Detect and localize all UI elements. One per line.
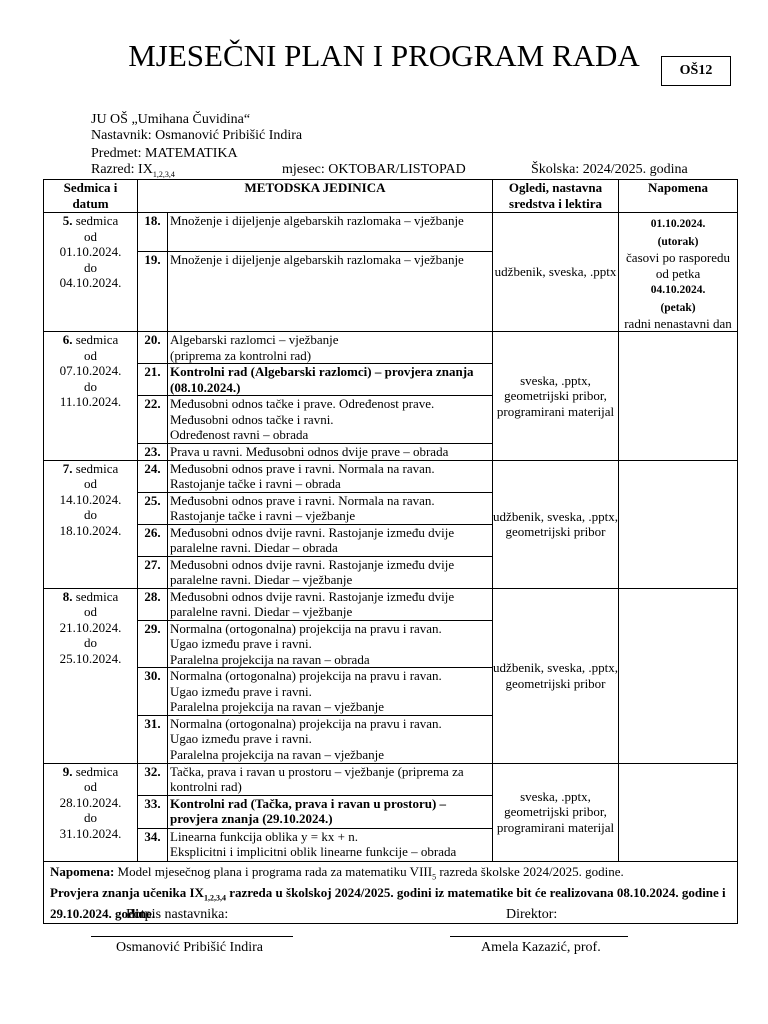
lesson-unit-line: Međusobni odnos tačke i prave. Određenost prave. bbox=[170, 396, 435, 411]
school-name: JU OŠ „Umihana Čuvidina“ bbox=[91, 112, 251, 127]
header-week: Sedmica i datum bbox=[44, 180, 138, 213]
lesson-unit-line: Međusobni odnos prave i ravni. Normala na ravan. bbox=[170, 492, 435, 508]
table-row bbox=[44, 460, 738, 492]
header-aids: Ogledi, nastavna sredstva i lektira bbox=[493, 180, 619, 213]
lesson-number: 22. bbox=[138, 396, 168, 444]
school-year: Školska: 2024/2025. godina bbox=[531, 162, 688, 177]
lesson-number: 29. bbox=[138, 620, 168, 668]
note-cell bbox=[619, 588, 738, 763]
lesson-unit bbox=[168, 556, 493, 588]
week-cell: 8. sedmica od 21.10.2024. do 25.10.2024. bbox=[44, 588, 138, 763]
lesson-unit-line: Paralelna projekcija na ravan – vježbanje bbox=[170, 746, 385, 762]
lesson-unit bbox=[168, 492, 493, 524]
lesson-unit bbox=[168, 396, 493, 444]
table-row bbox=[44, 763, 738, 795]
lesson-unit bbox=[168, 460, 493, 492]
lesson-unit-line: Množenje i dijeljenje algebarskih razlomaka – vježbanje bbox=[170, 252, 464, 268]
lesson-unit-line: Kontrolni rad (Algebarski razlomci) – provjera znanja (08.10.2024.) bbox=[170, 364, 474, 395]
lesson-number: 31. bbox=[138, 715, 168, 763]
lesson-unit bbox=[168, 795, 493, 828]
aids-cell: udžbenik, sveska, .pptx, geometrijski pribor bbox=[493, 460, 619, 588]
lesson-unit bbox=[168, 828, 493, 861]
teacher-name: Osmanović Pribišić Indira bbox=[116, 940, 263, 955]
lesson-unit-line: Međusobni odnos dvije ravni. Rastojanje između dvije paralelne ravni. Diedar – vježbanje bbox=[170, 588, 455, 619]
lesson-unit-line: Eksplicitni i implicitni oblik linearne funkcije – obrada bbox=[170, 844, 457, 859]
lesson-unit-line: Linearna funkcija oblika y = kx + n. bbox=[170, 828, 358, 844]
week-cell: 7. sedmica od 14.10.2024. do 18.10.2024. bbox=[44, 460, 138, 588]
table-row bbox=[44, 332, 738, 364]
lesson-unit-line: Međusobni odnos dvije ravni. Rastojanje između dvije paralelne ravni. Diedar – obrada bbox=[170, 524, 455, 555]
week-cell: 5. sedmica od 01.10.2024. do 04.10.2024. bbox=[44, 213, 138, 332]
teacher-signature-line bbox=[91, 936, 293, 937]
director-signature-line bbox=[450, 936, 628, 937]
week-cell: 6. sedmica od 07.10.2024. do 11.10.2024. bbox=[44, 332, 138, 461]
header-unit: METODSKA JEDINICA bbox=[138, 180, 493, 213]
aids-cell: udžbenik, sveska, .pptx bbox=[493, 213, 619, 332]
note-cell: 01.10.2024. (utorak) časovi po rasporedu od petka 04.10.2024. (petak) radni nenastavni dan bbox=[619, 213, 738, 332]
lesson-unit bbox=[168, 588, 493, 620]
lesson-unit bbox=[168, 763, 493, 795]
lesson-unit-line: Kontrolni rad (Tačka, prava i ravan u prostoru) – provjera znanja (29.10.2024.) bbox=[170, 795, 447, 826]
lesson-number: 32. bbox=[138, 763, 168, 795]
table-row bbox=[44, 213, 738, 252]
lesson-unit bbox=[168, 332, 493, 364]
lesson-number: 27. bbox=[138, 556, 168, 588]
header-note: Napomena bbox=[619, 180, 738, 213]
lesson-unit-line: Međusobni odnos dvije ravni. Rastojanje između dvije paralelne ravni. Diedar – vježbanje bbox=[170, 556, 455, 587]
lesson-unit bbox=[168, 620, 493, 668]
note-cell bbox=[619, 460, 738, 588]
footer-note: Napomena: Model mjesečnog plana i programa rada za matematiku $VIII_5$ razreda školske 2024/2025. godine. Provjera znanja učenika $IX_{1,2,3,4}$ razreda u školskoj 2024/2025. godini iz matematike bit će realizovana 08.10.2024. godine i 29.10.2024. godine. bbox=[44, 861, 738, 924]
note-cell bbox=[619, 763, 738, 861]
aids-cell: sveska, .pptx, geometrijski pribor, programirani materijal bbox=[493, 763, 619, 861]
lesson-unit-line: Normalna (ortogonalna) projekcija na pravu i ravan. bbox=[170, 715, 442, 731]
lesson-unit bbox=[168, 213, 493, 252]
lesson-unit-line: Paralelna projekcija na ravan – obrada bbox=[170, 651, 370, 667]
month-line: mjesec: OKTOBAR/LISTOPAD bbox=[282, 162, 466, 177]
lesson-number: 25. bbox=[138, 492, 168, 524]
note-cell bbox=[619, 332, 738, 461]
lesson-unit-line: Ugao između prave i ravni. bbox=[170, 731, 312, 746]
subject-line: Predmet: MATEMATIKA bbox=[91, 146, 238, 161]
lesson-unit-line: Ugao između prave i ravni. bbox=[170, 683, 312, 699]
teacher-signature-label: Potpis nastavnika: bbox=[126, 907, 229, 922]
director-name: Amela Kazazić, prof. bbox=[481, 940, 601, 955]
lesson-number: 18. bbox=[138, 213, 168, 252]
lesson-unit bbox=[168, 668, 493, 716]
lesson-unit bbox=[168, 715, 493, 763]
lesson-number: 28. bbox=[138, 588, 168, 620]
lesson-number: 33. bbox=[138, 795, 168, 828]
lesson-number: 34. bbox=[138, 828, 168, 861]
lesson-unit-line: Tačka, prava i ravan u prostoru – vježbanje (priprema za kontrolni rad) bbox=[170, 763, 464, 794]
week-cell: 9. sedmica od 28.10.2024. do 31.10.2024. bbox=[44, 763, 138, 861]
lesson-unit-line: Prava u ravni. Međusobni odnos dvije prave – obrada bbox=[170, 444, 449, 459]
lesson-unit-line: Paralelna projekcija na ravan – vježbanje bbox=[170, 699, 385, 714]
lesson-unit-line: Ugao između prave i ravni. bbox=[170, 636, 312, 651]
lesson-number: 19. bbox=[138, 252, 168, 332]
aids-cell: sveska, .pptx, geometrijski pribor, programirani materijal bbox=[493, 332, 619, 461]
lesson-unit bbox=[168, 444, 493, 461]
lesson-number: 26. bbox=[138, 524, 168, 556]
lesson-unit-line: Normalna (ortogonalna) projekcija na pravu i ravan. bbox=[170, 620, 442, 636]
lesson-unit-line: Međusobni odnos tačke i ravni. bbox=[170, 411, 334, 427]
form-code: OŠ12 bbox=[661, 56, 731, 86]
lesson-unit-line: Množenje i dijeljenje algebarskih razlomaka – vježbanje bbox=[170, 213, 464, 228]
lesson-unit bbox=[168, 524, 493, 556]
lesson-unit-line: Međusobni odnos prave i ravni. Normala na ravan. bbox=[170, 460, 435, 476]
table-row bbox=[44, 588, 738, 620]
lesson-unit-line: Rastojanje tačke i ravni – vježbanje bbox=[170, 508, 356, 523]
lesson-number: 23. bbox=[138, 444, 168, 461]
plan-table bbox=[43, 179, 738, 924]
class-line: Razred: $IX_{1,2,3,4}$ bbox=[91, 162, 175, 179]
lesson-number: 30. bbox=[138, 668, 168, 716]
lesson-unit-line: Algebarski razlomci – vježbanje bbox=[170, 332, 339, 347]
lesson-number: 20. bbox=[138, 332, 168, 364]
lesson-number: 21. bbox=[138, 364, 168, 396]
lesson-number: 24. bbox=[138, 460, 168, 492]
lesson-unit bbox=[168, 252, 493, 332]
page-title: MJESEČNI PLAN I PROGRAM RADA bbox=[128, 38, 640, 73]
lesson-unit-line: (priprema za kontrolni rad) bbox=[170, 347, 312, 363]
aids-cell: udžbenik, sveska, .pptx, geometrijski pribor bbox=[493, 588, 619, 763]
lesson-unit-line: Određenost ravni – obrada bbox=[170, 427, 309, 442]
lesson-unit bbox=[168, 364, 493, 396]
director-signature-label: Direktor: bbox=[506, 907, 558, 922]
teacher-line: Nastavnik: Osmanović Pribišić Indira bbox=[91, 128, 303, 143]
lesson-unit-line: Rastojanje tačke i ravni – obrada bbox=[170, 476, 341, 491]
lesson-unit-line: Normalna (ortogonalna) projekcija na pravu i ravan. bbox=[170, 668, 442, 683]
